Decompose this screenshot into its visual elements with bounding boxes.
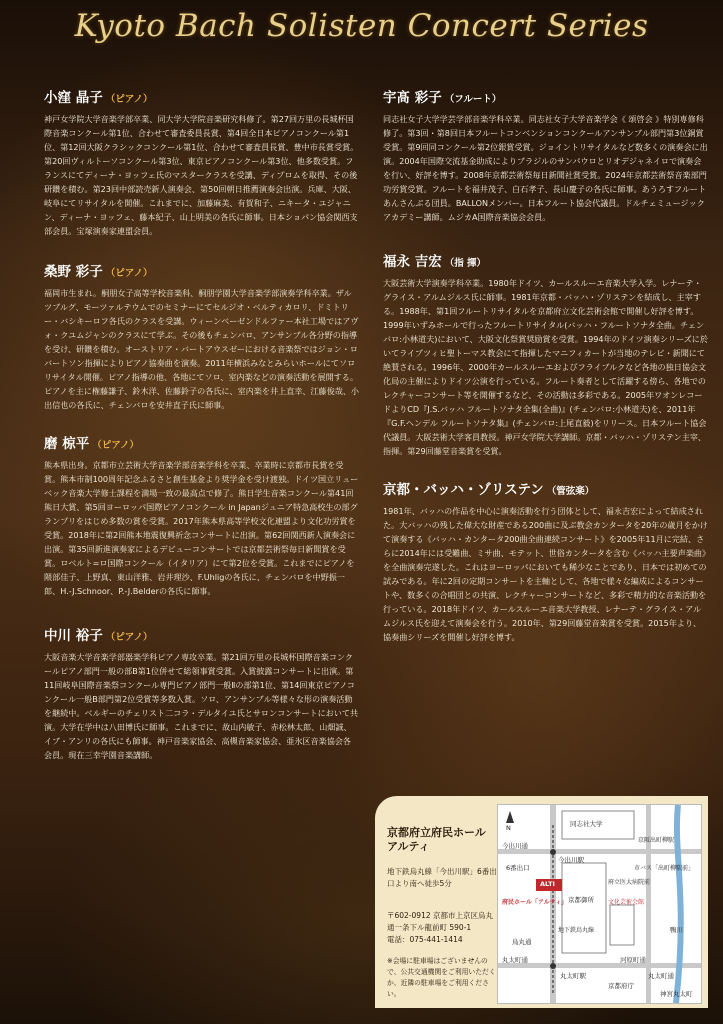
performer-role: （ピアノ） bbox=[105, 94, 153, 105]
imadegawa-station-dot bbox=[550, 849, 556, 855]
performer-bio: 大阪音楽大学音楽学部器楽学科ピアノ専攻卒業。第21回万里の長城杯国際音楽コンクールピアノ部門一般の部B第1位併せて総領事賞受賞。入賞披露コンサートに出演。第11回岐阜国際音楽祭コンクール専門ピアノ部門一般Ⅱの部第1位、第14回東京ピアノコンクール一般B部門第2位受賞等多数入賞。ソロ、アンサンブル等様々な形の演奏活動を継続中。ベルギーのチェリスト二コラ・デルタイユ氏とサロンコンサートにおいて共演。大学在学中は八田博氏に師事。これまでに、故山内敏子、赤松林太郎、山畑誠、イブ・アンリの各氏にも師事。神戸音楽家協会、高槻音楽家協会、亜氷区音楽協会各会員。現在三幸学園音楽講師。 bbox=[44, 652, 359, 760]
bio-migaki bbox=[44, 432, 359, 598]
performer-role: （ピアノ） bbox=[105, 268, 153, 279]
performer-name: 京都・バッハ・ゾリステン bbox=[383, 482, 544, 498]
map-marutamachi: 丸太町通 bbox=[502, 956, 528, 964]
performer-name: 小窪 晶子 bbox=[44, 90, 103, 106]
map-alti-logo: ALTI bbox=[540, 880, 555, 888]
marutamachi-station-dot bbox=[550, 963, 556, 969]
map-station: 今出川駅 bbox=[558, 856, 584, 864]
series-title: Kyoto Bach Solisten Concert Series bbox=[74, 8, 649, 44]
map-marutamachi2: 丸太町通 bbox=[648, 972, 674, 980]
performer-bio: 1981年、バッハの作品を中心に演奏活動を行う団体として、福永吉宏によって結成された。大バッハの残した偉大な財産である200曲に及ぶ教会カンタータを20年の歳月をかけて演奏する《バッハ・カンタータ200曲全曲連続コンサート》を2005年11月に完結、さらに2014年には受難曲、ミサ曲、モテット、世俗カンタータを含む《バッハ主要声楽曲》を全曲演奏完遂した。これはヨーロッパにおいても稀少なことであり、日本では初めての試みである。年に2回の定期コンサートを主軸として、各地で様々な編成によるコンサートや、数多くの合唱団との共演、レクチャーコンサートなど、多彩で精力的な音楽活動を行っている。2018年ドイツ、カールスルーエ音楽大学教授、レナーテ・グライス・アルムジルス氏を迎えて演奏会を行う。2010年、第29回藤堂音楽賞を受賞。2015年より、協奏曲シリーズを開催し好評を博す。 bbox=[383, 506, 708, 642]
map-kamogawa: 鴨川 bbox=[670, 926, 683, 934]
venue-access: 地下鉄烏丸線「今出川駅」6番出口より南へ徒歩5分 bbox=[387, 867, 497, 888]
marutamachi-road bbox=[498, 963, 701, 968]
north-arrow-icon bbox=[506, 811, 514, 823]
performer-name: 磨 椋平 bbox=[44, 436, 90, 452]
performer-bio: 大阪芸術大学演奏学科卒業。1980年ドイツ、カールスルーエ音楽大学入学。レナーテ・グライス・アルムジルス氏に師事。1981年京都・バッハ・ゾリステンを結成し、主宰する。1988年、第1回フルートリサイタルを京都府立文化芸術会館で開催し好評を博す。1999年いずみホールで行ったフルートリサイタル(バッハ・フルートソナタ全曲。チェンバロ:小林道夫)において、大阪文化祭賞奨励賞を受賞。1994年のドイツ演奏シリーズに於いてライプツィヒ聖トーマス教会にて指揮したマニフィカートが当地のテレビ・新聞にて絶賛される。1996年、2000年カールスルーエおよびフライブルクなど各地の独日協会文化局の主催によりドイツ公演を行っている。フルート奏者として活躍する傍ら、各地でのレクチャーコンサート等を開催するなど、その活動は多彩である。2005年ワオンレコードよりCD『J.S.バッハ フルートソナタ全集(全曲)』(チェンバロ:小林道夫)を、2011年『G.F.ヘンデル フルートソナタ集』(チェンバロ:上尾直毅)をリリース。日本フルート協会代議員。大阪芸術大学客員教授。神戸女学院大学講師。京都・バッハ・ゾリステン主宰、指揮。第29回藤堂音楽賞を受賞。 bbox=[383, 278, 708, 456]
north-label: N bbox=[506, 824, 511, 832]
map-subway-line: 地下鉄烏丸線 bbox=[558, 927, 595, 934]
map-exit6: 6番出口 bbox=[506, 864, 530, 872]
performer-role: （フルート） bbox=[444, 94, 502, 105]
imadegawa-road bbox=[498, 849, 701, 854]
performer-bio: 神戸女学院大学音楽学部卒業、同大学大学院音楽研究科修了。第27回万里の長城杯国際音楽コンクール第1位、合わせて審査委員長賞、第4回全日本ピアノコンクール第1位、第12回大阪クラシックコンクール第1位、合わせて審査員長賞、豊中市長賞受賞。第20回ヴィルトーソコンクール第3位、東京ピアノコンクール第3位、他多数受賞。フランスにてディーナ・ヨッフェ氏のマスタークラスを受講、ディプロムを取得、その後研鑽を積む。第23回中部読売新人演奏会、第50回朝日推薦演奏会出演。兵庫、大阪、岐阜にてリサイタルを開催。これまでに、加藤麻美、有賀和子、ニキータ・ユジャニン、ディーナ・ヨッフェ、藤本紀子、山上明美の各氏に師事。日本ショパン協会関西支部会員。宝塚演奏家連盟会員。 bbox=[44, 114, 359, 236]
right-column bbox=[383, 86, 708, 664]
performer-bio: 同志社女子大学学芸学部音楽学科卒業。同志社女子大学音楽学会《 頌啓会 》特別専修科修了。第3回・第8回日本フルートコンベンションコンクールアンサンブル部門第3位銅賞受賞。第9回同コンクール第2位銀賞受賞。ジョイントリサイタルなど数多くの演奏会に出演。2004年国際交流基金助成によりブラジルのサンパウロとリオデジャネイロで演奏会を行い、好評を博す。2008年京都芸術祭毎日新聞社賞受賞。2024年京都芸術祭音楽部門功労賞受賞。フルートを福井茂子、白石孝子、長山慶子の各氏に師事。あうろすフルートあんさんぶる団員。BALLONメンバー。日本フルート協会代議員。ドルチェミュージックアカデミー講師。ムジカA国際音楽協会会員。 bbox=[383, 114, 708, 222]
bio-kuwano bbox=[44, 260, 359, 412]
performer-role: （ピアノ） bbox=[92, 440, 139, 451]
map-kawaramachi: 河原町通 bbox=[620, 956, 646, 964]
map-keihan: 京阪出町柳駅 bbox=[638, 837, 675, 844]
map-alti-label: 府民ホール「アルティ」 bbox=[502, 899, 568, 906]
bio-fukunaga bbox=[383, 250, 708, 458]
gosho-block bbox=[562, 863, 606, 953]
map-karasuma: 烏丸通 bbox=[512, 938, 532, 946]
map-karasuma-station: 丸太町駅 bbox=[560, 972, 586, 980]
map-gosho: 京都御所 bbox=[568, 896, 594, 904]
performer-role: （ピアノ） bbox=[105, 632, 153, 643]
map-jingu: 神宮丸太町 bbox=[660, 990, 693, 998]
bio-nakagawa bbox=[44, 624, 359, 762]
kamo-river bbox=[676, 805, 681, 1003]
performer-name: 宇髙 彩子 bbox=[383, 90, 442, 106]
left-column bbox=[44, 86, 359, 782]
venue-address: 〒602-0912 京都市上京区烏丸通一条下ル龍前町 590-1 bbox=[387, 911, 493, 932]
map-bunka: 文化芸術会館 bbox=[608, 899, 645, 906]
venue-map bbox=[497, 804, 702, 1004]
map-imadegawa: 今出川通 bbox=[502, 842, 528, 850]
performer-bio: 福岡市生まれ。桐朋女子高等学校音楽科、桐朋学園大学音楽学部演奏学科卒業。ザルツブルグ、モーツァルテウムでのセミナーにてセルジオ・ベルティカロリ、ドミトリー・バシキーロフ各氏のクラスを受講。ウィーンベーゼンドルファー本社工場ではアヴォ・クユムジャンのクラスにて学ぶ。その後もチェンバロ、アンサンブル各分野の指導を受け、研鑽を積む。オーストリア・バートアウスゼーにおける音楽祭ではジョン・ロバートソン指揮によりピアノ協奏曲を演奏。2011年横浜みなとみらいホールにてソロリサイタル開催。ピアノ指導の他、各地にてソロ、室内楽などの演奏活動を展開する。ピアノを主に権藤謙子、鈴木洋、佐藤鈴子の各氏に、室内楽を井上直幸、江藤俊哉、小出信也の各氏に、チェンバロを安井直子氏に師事。 bbox=[44, 288, 360, 410]
map-doshisha: 同志社大学 bbox=[570, 820, 603, 828]
venue-box bbox=[375, 796, 708, 1008]
bio-ensemble bbox=[383, 478, 708, 644]
performer-role: （管弦楽） bbox=[546, 486, 595, 497]
map-bus-stop: 府立医大病院前 bbox=[608, 879, 651, 886]
map-kyoto-pref: 京都府庁 bbox=[608, 982, 634, 990]
performer-name: 桑野 彩子 bbox=[44, 264, 103, 280]
bio-kokubo bbox=[44, 86, 359, 238]
parking-note: ※会場に駐車場はございませんので、公共交通機関をご利用いただくか、近隣の駐車場をご利用ください。 bbox=[387, 957, 496, 998]
performer-bio: 熊本県出身。京都市立芸術大学音楽学部音楽学科を卒業、卒業時に京都市長賞を受賞。熊本市制100周年記念ふるさと創生基金より奨学金を受け渡独。ドイツ国立リューベック音楽大学修士課程を満場一致の最高点で修了。熊日学生音楽コンクール第41回熊日大賞、第5回ヨーロッパ国際ピアノコンクール in Japanジュニア特急高校生の部グランプリをはじめ多数の賞を受賞。2017年熊本県高等学校文化連盟より文化功労賞を受賞。2018年に第2回熊本地震復興祈念コンサートに出演。第62回関西新人演奏会に出演。第35回新進演奏家によるデビューコンサートでは京都芸術祭毎日新聞賞を受賞。ロベルト=ロ国際コンクール（イタリア）にて第2位を受賞。これまでにピアノを隈部佳子、上野真、東山洋雅、岩井理沙、F.Uhligの各氏に、チェンバロを中野振一郎、H.-J.Schnoor、P.-J.Belderの各氏に師事。 bbox=[44, 460, 359, 596]
bio-udaka bbox=[383, 86, 708, 224]
performer-role: （指 揮） bbox=[444, 258, 487, 269]
map-bus-stop2: 市バス「出町柳駅前」 bbox=[634, 865, 695, 872]
bunka-block bbox=[610, 905, 634, 945]
venue-name: 京都府立府民ホール アルティ bbox=[387, 826, 486, 853]
venue-tel: 電話：075-441-1414 bbox=[387, 935, 463, 944]
performer-name: 中川 裕子 bbox=[44, 628, 103, 644]
performer-name: 福永 吉宏 bbox=[383, 254, 442, 270]
